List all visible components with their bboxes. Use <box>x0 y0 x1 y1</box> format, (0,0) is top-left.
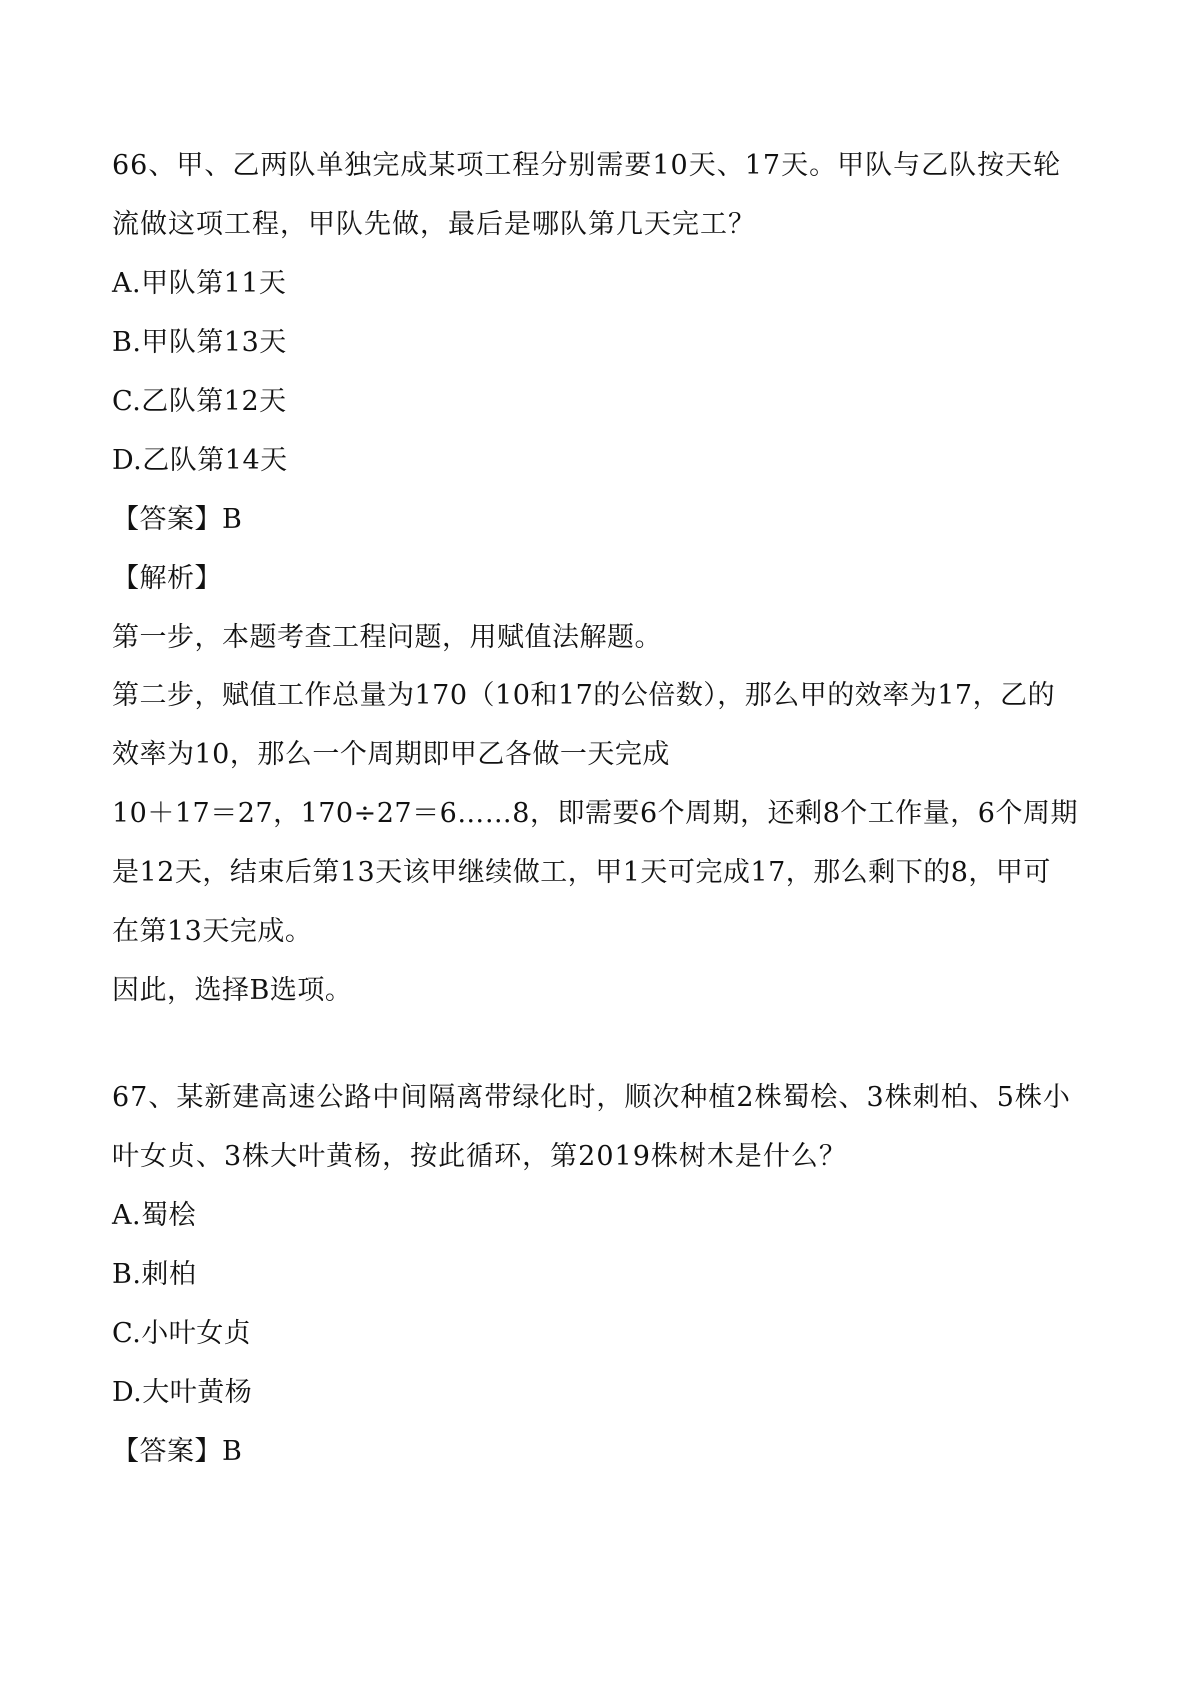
q67-stem-line-2: 叶女贞、3株大叶黄杨，按此循环，第2019株树木是什么？ <box>112 1141 847 1172</box>
q66-analysis-line-6: 在第13天完成。 <box>112 916 313 947</box>
q66-answer: 【答案】B <box>112 504 243 535</box>
q66-analysis-line-7: 因此，选择B选项。 <box>112 975 353 1006</box>
q66-analysis-line-3: 效率为10，那么一个周期即甲乙各做一天完成 <box>112 739 670 770</box>
q67-stem-line-1: 67、某新建高速公路中间隔离带绿化时，顺次种植2株蜀桧、3株刺柏、5株小 <box>112 1082 1071 1113</box>
q66-stem-line-1: 66、甲、乙两队单独完成某项工程分别需要10天、17天。甲队与乙队按天轮 <box>112 150 1062 181</box>
q66-option-c: C.乙队第12天 <box>112 386 287 417</box>
q66-stem-line-2: 流做这项工程，甲队先做，最后是哪队第几天完工？ <box>112 209 756 240</box>
q67-option-b: B.刺柏 <box>112 1259 197 1290</box>
q67-option-a: A.蜀桧 <box>112 1200 197 1231</box>
q67-option-d: D.大叶黄杨 <box>112 1377 253 1408</box>
q67-option-c: C.小叶女贞 <box>112 1318 252 1349</box>
q66-option-d: D.乙队第14天 <box>112 445 288 476</box>
q66-analysis-line-1: 第一步，本题考查工程问题，用赋值法解题。 <box>112 622 662 653</box>
q66-analysis-line-4: 10＋17＝27，170÷27＝6……8，即需要6个周期，还剩8个工作量，6个周期 <box>112 798 1078 829</box>
q67-answer: 【答案】B <box>112 1436 243 1467</box>
q66-option-a: A.甲队第11天 <box>112 268 287 299</box>
q66-analysis-line-5: 是12天，结束后第13天该甲继续做工，甲1天可完成17，那么剩下的8，甲可 <box>112 857 1051 888</box>
q66-analysis-label: 【解析】 <box>112 563 222 594</box>
q66-analysis-line-2: 第二步，赋值工作总量为170（10和17的公倍数），那么甲的效率为17，乙的 <box>112 680 1056 711</box>
q66-option-b: B.甲队第13天 <box>112 327 287 358</box>
